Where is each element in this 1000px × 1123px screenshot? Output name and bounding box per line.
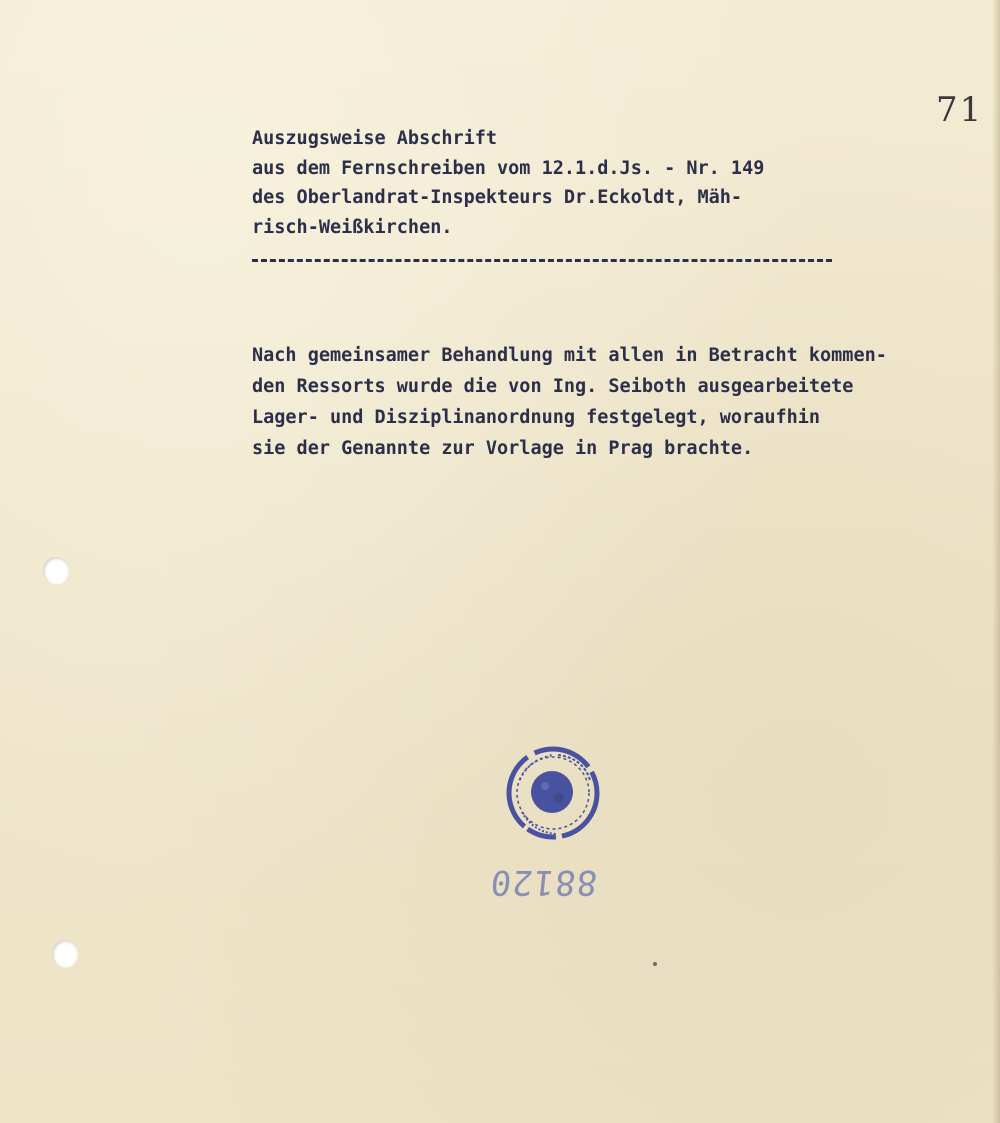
page-number: 71 [936, 90, 984, 130]
body-line: sie der Genannte zur Vorlage in Prag brachte. [252, 438, 754, 459]
body-line: Lager- und Disziplinanordnung festgelegt, woraufhin [252, 407, 821, 428]
paper-edge [992, 0, 1000, 1123]
heading-line: aus dem Fernschreiben vom 12.1.d.Js. - Nr. 149 [252, 157, 765, 179]
paper-speck [653, 962, 657, 966]
body-line: Nach gemeinsamer Behandlung mit allen in Betracht kommen- [252, 345, 887, 366]
heading-line: risch-Weißkirchen. [252, 216, 453, 238]
dashed-separator [252, 259, 832, 262]
archive-number: 88120 [487, 862, 600, 902]
punch-hole [43, 557, 69, 585]
body-line: den Ressorts wurde die von Ing. Seiboth ausgearbeitete [252, 376, 854, 397]
seal-stamp-icon [498, 740, 608, 850]
heading-line: des Oberlandrat-Inspekteurs Dr.Eckoldt, Mäh- [252, 187, 743, 208]
body-paragraph [252, 340, 982, 464]
punch-hole [52, 940, 78, 968]
heading-line: Auszugsweise Abschrift [252, 128, 498, 149]
seal-stamp-graphic [498, 740, 608, 850]
document-heading [252, 124, 852, 242]
